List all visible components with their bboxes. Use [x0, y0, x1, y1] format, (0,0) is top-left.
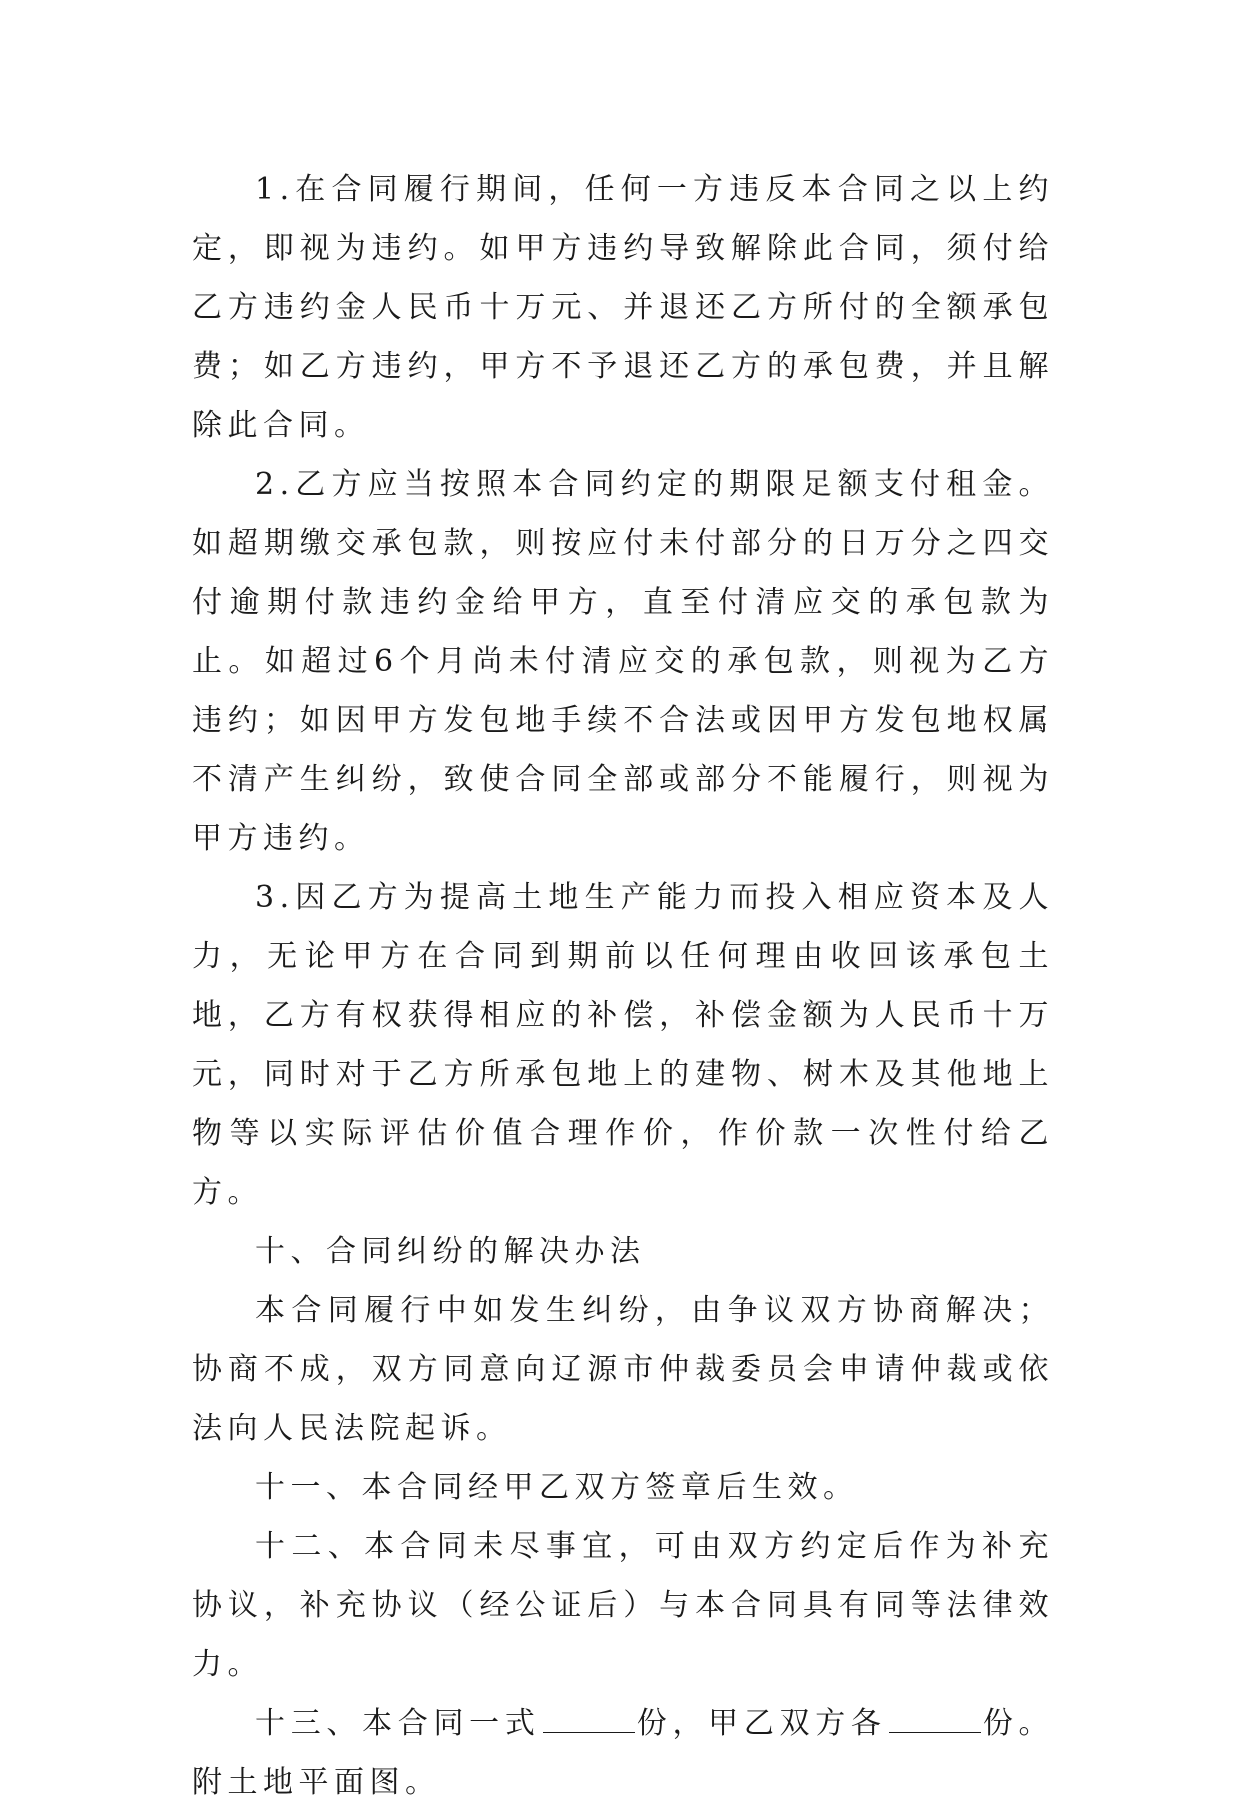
clause-breach-general: 1.在合同履行期间，任何一方违反本合同之以上约定，即视为违约。如甲方违约导致解除此合同，须付给乙方违约金人民币十万元、并退还乙方所付的全额承包费；如乙方违约，甲方不予退还乙方的承包费，并且解除此合同。	[192, 172, 1054, 443]
document-body	[192, 160, 1054, 1812]
clause-copies	[192, 1694, 1054, 1812]
section-heading-dispute: 十、合同纠纷的解决办法	[255, 1234, 646, 1269]
copies-total-blank	[543, 1708, 635, 1733]
clause-dispute-resolution: 本合同履行中如发生纠纷，由争议双方协商解决；协商不成，双方同意向辽源市仲裁委员会申请仲裁或依法向人民法院起诉。	[192, 1293, 1054, 1446]
clause-copies-text-2: 份，甲乙双方各	[636, 1706, 887, 1741]
clause-effective: 十一、本合同经甲乙双方签章后生效。	[255, 1470, 859, 1505]
clause-supplementary: 十二、本合同未尽事宜，可由双方约定后作为补充协议，补充协议（经公证后）与本合同具有同等法律效力。	[192, 1529, 1054, 1682]
clause-copies-text-3: 份。附土地平面图。	[192, 1706, 1055, 1800]
clause-compensation: 3.因乙方为提高土地生产能力而投入相应资本及人力，无论甲方在合同到期前以任何理由收回该承包土地，乙方有权获得相应的补偿，补偿金额为人民币十万元，同时对于乙方所承包地上的建物、树木及其他地上物等以实际评估价值合理作价，作价款一次性付给乙方。	[192, 880, 1054, 1210]
clause-late-payment: 2.乙方应当按照本合同约定的期限足额支付租金。如超期缴交承包款，则按应付未付部分的日万分之四交付逾期付款违约金给甲方，直至付清应交的承包款为止。如超过6个月尚未付清应交的承包款，则视为乙方违约；如因甲方发包地手续不合法或因甲方发包地权属不清产生纠纷，致使合同全部或部分不能履行，则视为甲方违约。	[192, 467, 1054, 856]
clause-copies-text-1: 十三、本合同一式	[255, 1706, 541, 1741]
copies-each-blank	[889, 1708, 981, 1733]
